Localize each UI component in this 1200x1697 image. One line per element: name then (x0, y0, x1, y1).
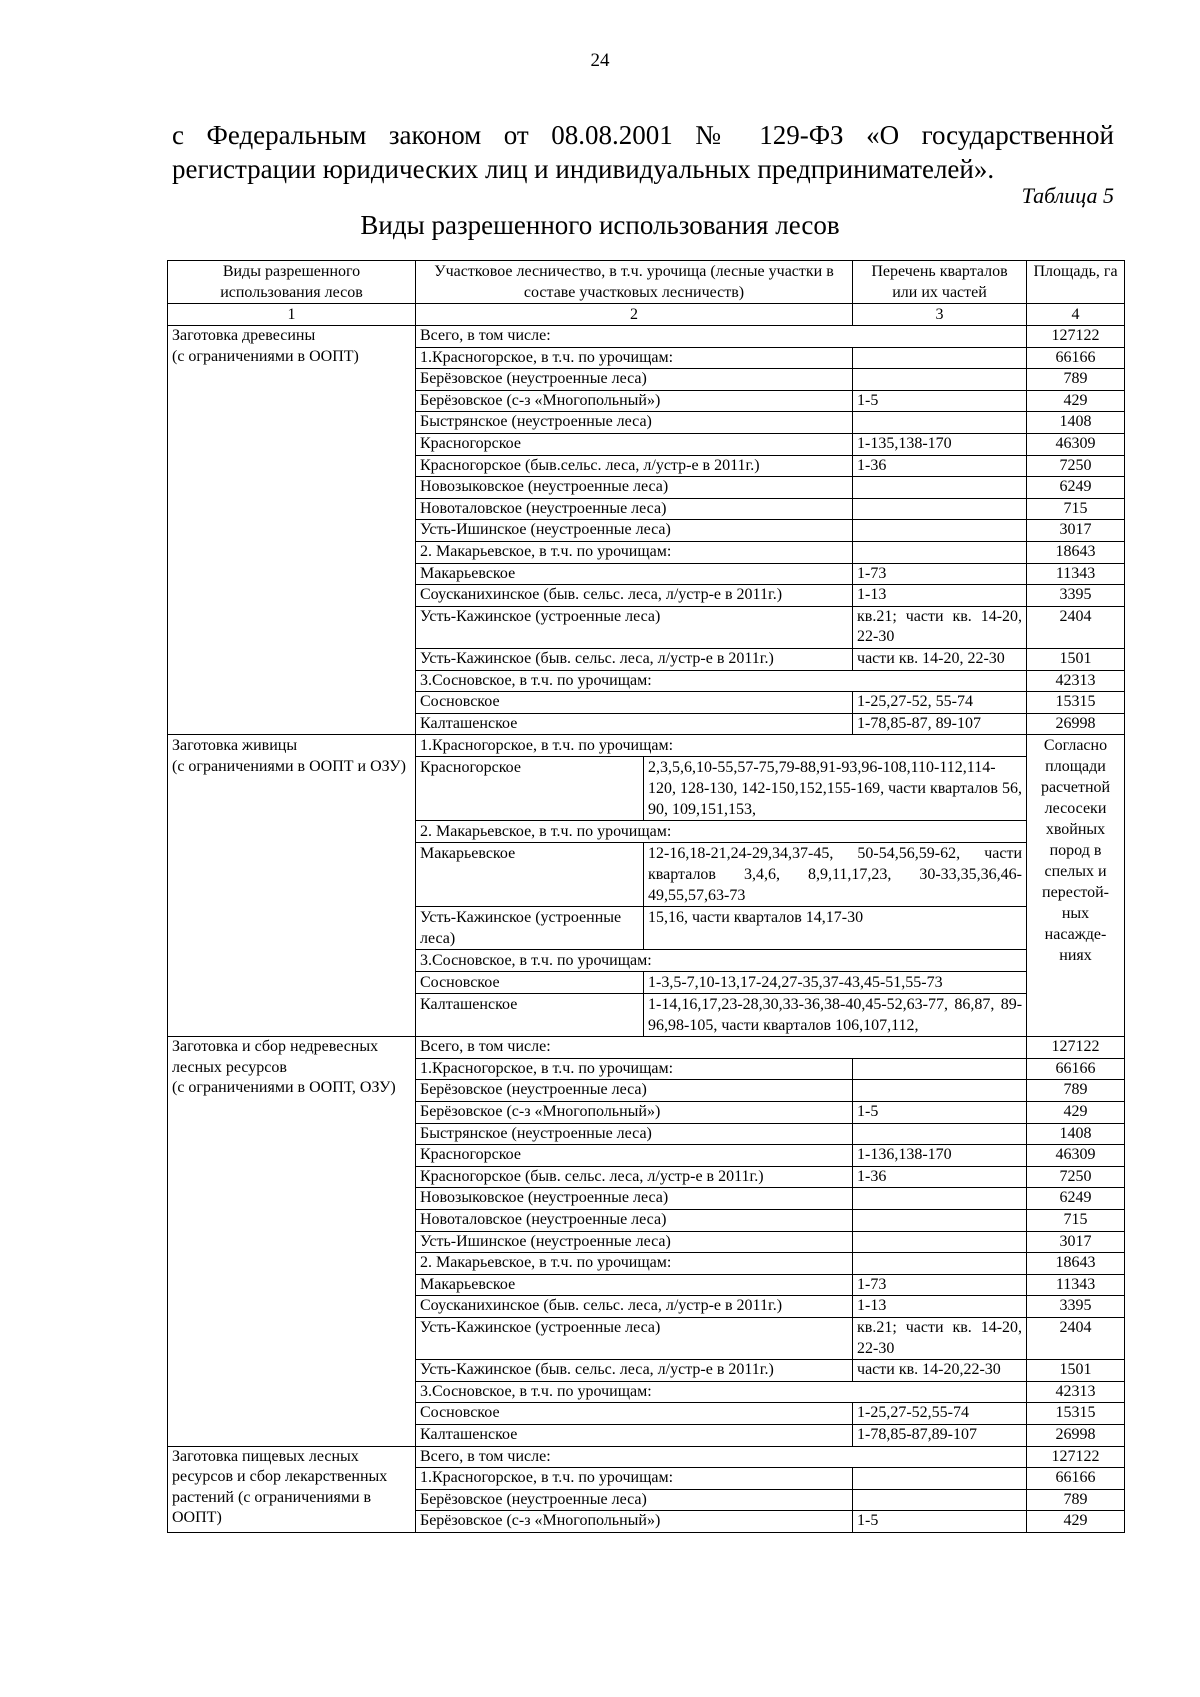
quarters-value: части кв. 14-20,22-30 (853, 1360, 1027, 1382)
table-row (168, 1446, 1125, 1468)
forestry-name: Новозыковское (неустроенные леса) (416, 477, 853, 499)
header-number: 4 (1027, 304, 1125, 326)
forestry-name: Берёзовское (неустроенные леса) (416, 1489, 853, 1511)
area-value: 789 (1027, 1080, 1125, 1102)
area-value: 7250 (1027, 1166, 1125, 1188)
forestry-name: Берёзовское (неустроенные леса) (416, 1080, 853, 1102)
forestry-name: Всего, в том числе: (416, 326, 1027, 348)
forestry-name: Берёзовское (с-з «Многопольный») (416, 1511, 853, 1533)
quarters-value: 1-13 (853, 1296, 1027, 1318)
quarters-value: 2,3,5,6,10-55,57-75,79-88,91-93,96-108,110-112,114-120, 128-130, 142-150,152,155-169, части кварталов 56, 90, 109,151,153, (644, 757, 1027, 821)
area-value: 789 (1027, 369, 1125, 391)
section-title: Заготовка древесины (с ограничениями в ООПТ) (168, 326, 416, 735)
forestry-name: Усть-Ишинское (неустроенные леса) (416, 1231, 853, 1253)
area-value: 46309 (1027, 433, 1125, 455)
header-number: 3 (853, 304, 1027, 326)
forestry-name: Всего, в том числе: (416, 1037, 1027, 1059)
forest-use-table (167, 260, 1125, 1533)
area-value: 7250 (1027, 455, 1125, 477)
forestry-name: 2. Макарьевское, в т.ч. по урочищам: (416, 821, 1027, 843)
area-value: 127122 (1027, 1446, 1125, 1468)
header-forestry: Участковое лесничество, в т.ч. урочища (лесные участки в составе участковых лесничеств) (416, 261, 853, 304)
area-value: 66166 (1027, 1058, 1125, 1080)
forestry-name: Усть-Кажинское (устроенные леса) (416, 907, 644, 950)
area-value: 789 (1027, 1489, 1125, 1511)
section-timber (168, 326, 1125, 735)
quarters-value: 1-78,85-87,89-107 (853, 1424, 1027, 1446)
area-value: 26998 (1027, 1424, 1125, 1446)
area-value: 715 (1027, 498, 1125, 520)
forestry-name: 3.Сосновское, в т.ч. по урочищам: (416, 670, 1027, 692)
forestry-name: Соусканихинское (быв. сельс. леса, л/устр-е в 2011г.) (416, 585, 853, 607)
area-value: 1408 (1027, 1123, 1125, 1145)
forestry-name: Берёзовское (с-з «Многопольный») (416, 1102, 853, 1124)
quarters-value: 1-5 (853, 390, 1027, 412)
area-value: 18643 (1027, 1253, 1125, 1275)
forestry-name: Сосновское (416, 972, 644, 994)
section-food-resources (168, 1446, 1125, 1532)
header-number: 2 (416, 304, 853, 326)
area-value: 2404 (1027, 606, 1125, 648)
area-value: 42313 (1027, 1381, 1125, 1403)
area-value: 15315 (1027, 1403, 1125, 1425)
forestry-name: Берёзовское (с-з «Многопольный») (416, 390, 853, 412)
area-value: 3395 (1027, 585, 1125, 607)
section-resin (168, 735, 1125, 1037)
section-title: Заготовка и сбор недревесных лесных ресурсов (с ограничениями в ООПТ, ОЗУ) (168, 1037, 416, 1446)
forestry-name: Калташенское (416, 713, 853, 735)
quarters-value: 1-25,27-52,55-74 (853, 1403, 1027, 1425)
quarters-value: 15,16, части кварталов 14,17-30 (644, 907, 1027, 950)
quarters-value (853, 369, 1027, 391)
forestry-name: 1.Красногорское, в т.ч. по урочищам: (416, 735, 1027, 757)
forestry-name: 3.Сосновское, в т.ч. по урочищам: (416, 1381, 1027, 1403)
quarters-value (853, 541, 1027, 563)
forestry-name: Новозыковское (неустроенные леса) (416, 1188, 853, 1210)
forestry-name: Быстрянское (неустроенные леса) (416, 1123, 853, 1145)
area-value: 26998 (1027, 713, 1125, 735)
quarters-value (853, 1231, 1027, 1253)
area-value: 18643 (1027, 541, 1125, 563)
table-title: Виды разрешенного использования лесов (360, 210, 840, 240)
intro-line-1: с Федеральным законом от 08.08.2001 № 129-ФЗ «О государственной (172, 120, 1114, 150)
forestry-name: Берёзовское (неустроенные леса) (416, 369, 853, 391)
forestry-name: Усть-Кажинское (быв. сельс. леса, л/устр-е в 2011г.) (416, 1360, 853, 1382)
area-value: 6249 (1027, 477, 1125, 499)
area-value: 1408 (1027, 412, 1125, 434)
forestry-name: Усть-Кажинское (устроенные леса) (416, 1318, 853, 1360)
area-value: 127122 (1027, 1037, 1125, 1059)
section-title: Заготовка пищевых лесных ресурсов и сбор лекарственных растений (с ограничениями в ООПТ) (168, 1446, 416, 1532)
forestry-name: Макарьевское (416, 1274, 853, 1296)
table-row (168, 1037, 1125, 1059)
forestry-name: Красногорское (быв. сельс. леса, л/устр-е в 2011г.) (416, 1166, 853, 1188)
forestry-name: Красногорское (416, 1145, 853, 1167)
header-quarters: Перечень кварталов или их частей (853, 261, 1027, 304)
forestry-name: Усть-Ишинское (неустроенные леса) (416, 520, 853, 542)
quarters-value: 1-13 (853, 585, 1027, 607)
area-value: 11343 (1027, 563, 1125, 585)
area-value: 3017 (1027, 1231, 1125, 1253)
header-area: Площадь, га (1027, 261, 1125, 304)
area-value: 6249 (1027, 1188, 1125, 1210)
table-header-numbers (168, 304, 1125, 326)
forestry-name: Усть-Кажинское (быв. сельс. леса, л/устр-е в 2011г.) (416, 648, 853, 670)
area-value: 429 (1027, 1511, 1125, 1533)
area-value: 1501 (1027, 648, 1125, 670)
forestry-name: Сосновское (416, 1403, 853, 1425)
quarters-value (853, 1080, 1027, 1102)
quarters-value (853, 412, 1027, 434)
intro-paragraph (172, 118, 1114, 186)
quarters-value (853, 1123, 1027, 1145)
area-value: 715 (1027, 1210, 1125, 1232)
quarters-value: 12-16,18-21,24-29,34,37-45, 50-54,56,59-62, части кварталов 3,4,6, 8,9,11,17,23, 30-33,35,36,46-49,55,57,63-73 (644, 843, 1027, 907)
forestry-name: 2. Макарьевское, в т.ч. по урочищам: (416, 1253, 853, 1275)
quarters-value: части кв. 14-20, 22-30 (853, 648, 1027, 670)
quarters-value: 1-5 (853, 1102, 1027, 1124)
quarters-value: 1-136,138-170 (853, 1145, 1027, 1167)
forestry-name: Новоталовское (неустроенные леса) (416, 498, 853, 520)
quarters-value (853, 1489, 1027, 1511)
area-value: 127122 (1027, 326, 1125, 348)
area-value: 2404 (1027, 1318, 1125, 1360)
area-value: 42313 (1027, 670, 1125, 692)
area-value: 46309 (1027, 1145, 1125, 1167)
forestry-name: Калташенское (416, 994, 644, 1037)
forestry-name: Новоталовское (неустроенные леса) (416, 1210, 853, 1232)
section-title: Заготовка живицы (с ограничениями в ООПТ и ОЗУ) (168, 735, 416, 1037)
forestry-name: 1.Красногорское, в т.ч. по урочищам: (416, 1468, 853, 1490)
forestry-name: Красногорское (416, 757, 644, 821)
area-value: Согласно площади расчетной лесосеки хвойных пород в спелых и перестой-ных насажде-ниях (1027, 735, 1125, 1037)
forestry-name: Красногорское (быв.сельс. леса, л/устр-е в 2011г.) (416, 455, 853, 477)
forestry-name: Красногорское (416, 433, 853, 455)
quarters-value: кв.21; части кв. 14-20, 22-30 (853, 606, 1027, 648)
section-non-timber (168, 1037, 1125, 1446)
area-value: 429 (1027, 390, 1125, 412)
quarters-value: 1-36 (853, 1166, 1027, 1188)
quarters-value (853, 498, 1027, 520)
quarters-value: 1-25,27-52, 55-74 (853, 692, 1027, 714)
quarters-value: 1-14,16,17,23-28,30,33-36,38-40,45-52,63-77, 86,87, 89-96,98-105, части кварталов 106,107,112, (644, 994, 1027, 1037)
forestry-name: Калташенское (416, 1424, 853, 1446)
table-row (168, 735, 1125, 757)
forestry-name: 1.Красногорское, в т.ч. по урочищам: (416, 347, 853, 369)
table-row (168, 326, 1125, 348)
quarters-value (853, 347, 1027, 369)
quarters-value (853, 1210, 1027, 1232)
area-value: 3395 (1027, 1296, 1125, 1318)
quarters-value (853, 1253, 1027, 1275)
forestry-name: 3.Сосновское, в т.ч. по урочищам: (416, 950, 1027, 972)
quarters-value: 1-5 (853, 1511, 1027, 1533)
area-value: 66166 (1027, 1468, 1125, 1490)
page-number: 24 (590, 50, 610, 71)
header-use-type: Виды разрешенного использования лесов (168, 261, 416, 304)
forestry-name: Всего, в том числе: (416, 1446, 1027, 1468)
quarters-value (853, 477, 1027, 499)
quarters-value (853, 1188, 1027, 1210)
quarters-value: кв.21; части кв. 14-20, 22-30 (853, 1318, 1027, 1360)
forestry-name: Макарьевское (416, 563, 853, 585)
area-value: 429 (1027, 1102, 1125, 1124)
quarters-value (853, 520, 1027, 542)
forestry-name: Соусканихинское (быв. сельс. леса, л/устр-е в 2011г.) (416, 1296, 853, 1318)
table-caption: Таблица 5 (1021, 183, 1114, 208)
forestry-name: Быстрянское (неустроенные леса) (416, 412, 853, 434)
area-value: 11343 (1027, 1274, 1125, 1296)
area-value: 66166 (1027, 347, 1125, 369)
intro-line-2: регистрации юридических лиц и индивидуальных предпринимателей». (172, 154, 995, 184)
quarters-value: 1-3,5-7,10-13,17-24,27-35,37-43,45-51,55-73 (644, 972, 1027, 994)
forestry-name: 1.Красногорское, в т.ч. по урочищам: (416, 1058, 853, 1080)
forestry-name: 2. Макарьевское, в т.ч. по урочищам: (416, 541, 853, 563)
quarters-value: 1-73 (853, 563, 1027, 585)
quarters-value: 1-135,138-170 (853, 433, 1027, 455)
area-value: 1501 (1027, 1360, 1125, 1382)
area-value: 3017 (1027, 520, 1125, 542)
quarters-value: 1-78,85-87, 89-107 (853, 713, 1027, 735)
quarters-value (853, 1058, 1027, 1080)
forestry-name: Сосновское (416, 692, 853, 714)
table-header-row (168, 261, 1125, 304)
header-number: 1 (168, 304, 416, 326)
quarters-value (853, 1468, 1027, 1490)
area-value: 15315 (1027, 692, 1125, 714)
forestry-name: Макарьевское (416, 843, 644, 907)
quarters-value: 1-36 (853, 455, 1027, 477)
quarters-value: 1-73 (853, 1274, 1027, 1296)
forestry-name: Усть-Кажинское (устроенные леса) (416, 606, 853, 648)
